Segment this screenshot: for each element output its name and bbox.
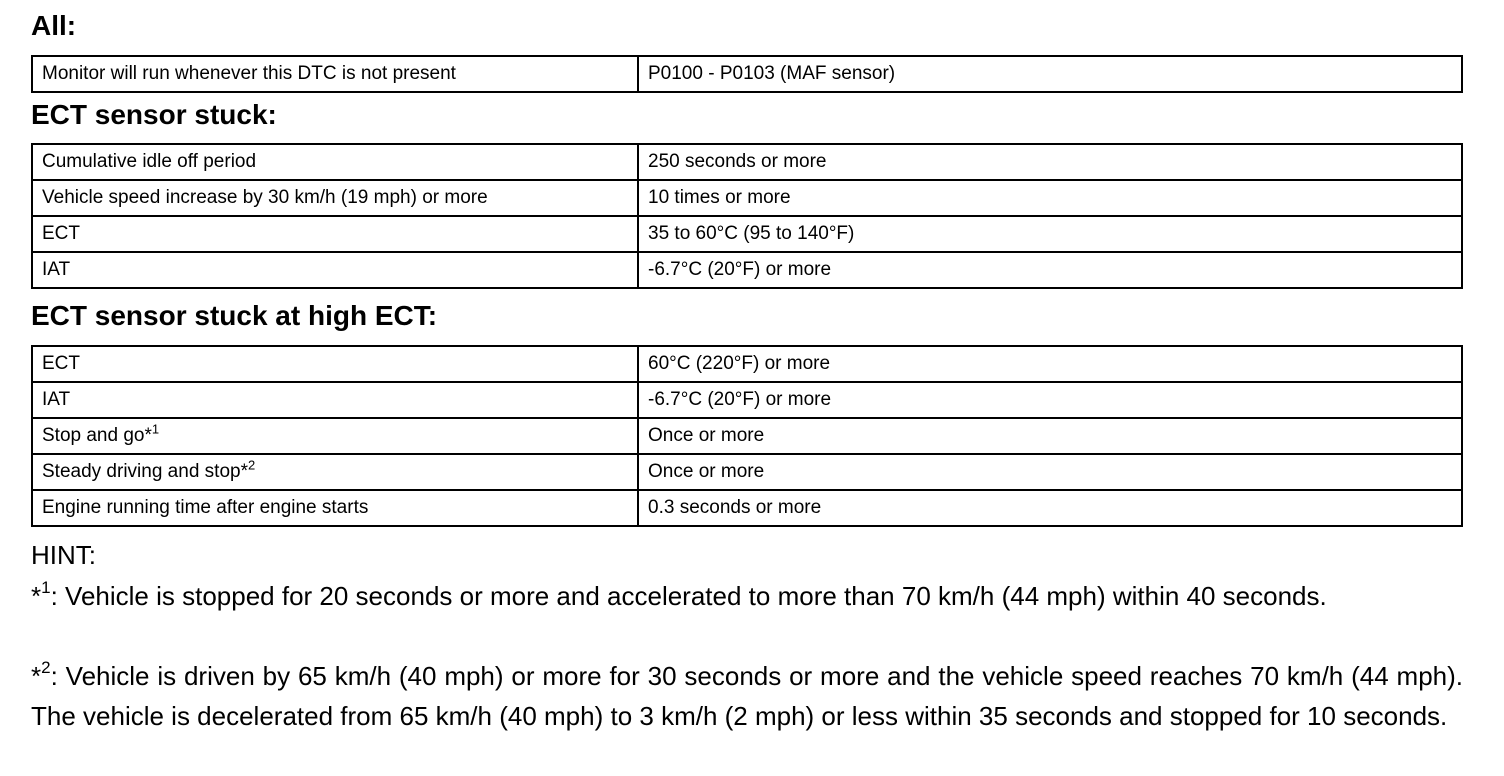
condition-label: ECT (32, 216, 638, 252)
condition-label: Engine running time after engine starts (32, 490, 638, 526)
condition-label: IAT (32, 382, 638, 418)
condition-value: P0100 - P0103 (MAF sensor) (638, 56, 1462, 92)
section-title-ect-high: ECT sensor stuck at high ECT: (31, 300, 438, 331)
condition-value: -6.7°C (20°F) or more (638, 382, 1462, 418)
hint-note-2 (31, 656, 1463, 736)
footnote-ref: 2 (247, 457, 256, 473)
footnote-number: 1 (41, 578, 51, 598)
condition-label: Cumulative idle off period (32, 144, 638, 180)
condition-label-text: Stop and go* (42, 425, 152, 446)
section-title-all: All: (31, 10, 77, 41)
table-ect-high (31, 345, 1463, 527)
table-row (32, 454, 1462, 490)
condition-value: 250 seconds or more (638, 144, 1462, 180)
footnote-ref: 1 (151, 421, 160, 437)
footnote-text: : Vehicle is stopped for 20 seconds or more and accelerated to more than 70 km/h (44 mph) within 40 seconds. (50, 581, 1327, 611)
table-row (32, 252, 1462, 288)
condition-label: Vehicle speed increase by 30 km/h (19 mph) or more (32, 180, 638, 216)
table-row (32, 216, 1462, 252)
condition-value: Once or more (638, 418, 1462, 454)
condition-label: Monitor will run whenever this DTC is not present (32, 56, 638, 92)
condition-value: Once or more (638, 454, 1462, 490)
table-row (32, 56, 1462, 92)
condition-value: 10 times or more (638, 180, 1462, 216)
table-row (32, 180, 1462, 216)
table-row (32, 382, 1462, 418)
condition-value: -6.7°C (20°F) or more (638, 252, 1462, 288)
section-title-ect-stuck: ECT sensor stuck: (31, 99, 277, 130)
condition-value: 60°C (220°F) or more (638, 346, 1462, 382)
condition-label: IAT (32, 252, 638, 288)
condition-label-text: Steady driving and stop* (42, 461, 248, 482)
footnote-marker: * (31, 661, 42, 691)
table-row (32, 490, 1462, 526)
table-row (32, 346, 1462, 382)
condition-value: 0.3 seconds or more (638, 490, 1462, 526)
condition-label (32, 418, 638, 454)
condition-label: ECT (32, 346, 638, 382)
table-ect-stuck (31, 143, 1463, 289)
hint-note-1 (31, 576, 1463, 616)
footnote-text: : Vehicle is driven by 65 km/h (40 mph) or more for 30 seconds or more and the vehicle speed reaches 70 km/h (44 mph). The vehicle is decelerated from 65 km/h (40 mph) to 3 km/h (2 mph) or less within 35 seconds and stopped for 10 seconds. (31, 661, 1463, 731)
table-all (31, 55, 1463, 93)
condition-label (32, 454, 638, 490)
footnote-number: 2 (41, 658, 51, 678)
hint-label: HINT: (31, 540, 96, 570)
table-row (32, 144, 1462, 180)
footnote-marker: * (31, 581, 42, 611)
table-row (32, 418, 1462, 454)
condition-value: 35 to 60°C (95 to 140°F) (638, 216, 1462, 252)
